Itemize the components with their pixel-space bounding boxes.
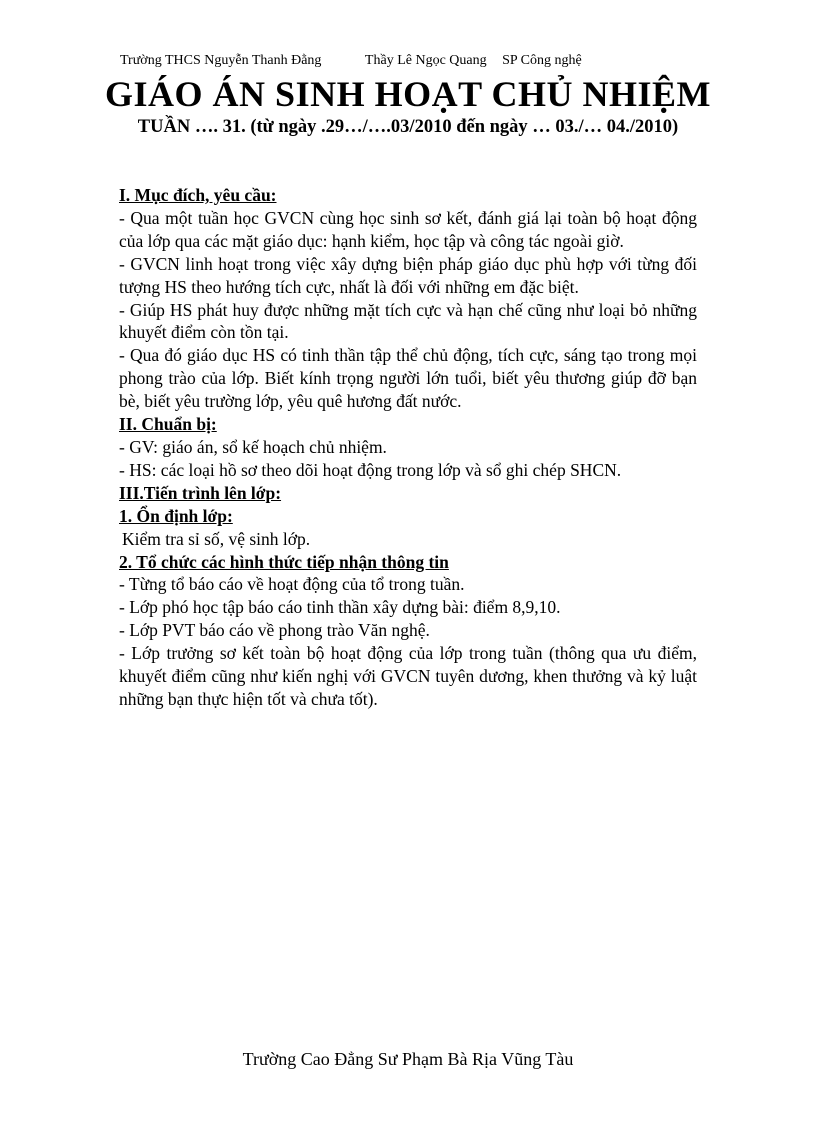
paragraph: - Qua đó giáo dục HS có tinh thần tập thể chủ động, tích cực, sáng tạo trong mọi phong trào của lớp. Biết kính trọng người lớn tuổi, biết yêu thương giúp đỡ bạn bè, biết yêu trường lớp, yêu quê hương đất nước.: [119, 345, 697, 412]
paragraph: - Từng tổ báo cáo về hoạt động của tổ trong tuần.: [119, 574, 465, 595]
teacher-name: Thầy Lê Ngọc Quang: [364, 53, 487, 68]
paragraph: - GVCN linh hoạt trong việc xây dựng biện pháp giáo dục phù hợp với từng đối tượng HS theo hướng tích cực, nhất là đối với những em đặc biệt.: [119, 253, 697, 297]
paragraph: - Lớp trưởng sơ kết toàn bộ hoạt động của lớp trong tuần (thông qua ưu điểm, khuyết điểm cũng như kiến nghị với GVCN tuyên dương, khen thưởng và kỷ luật những bạn thực hiện tốt và chưa tốt).: [119, 643, 697, 709]
subsection-heading: 2. Tổ chức các hình thức tiếp nhận thông tin: [119, 551, 449, 572]
paragraph: - Lớp PVT báo cáo về phong trào Văn nghệ.: [119, 620, 430, 641]
page-footer: Trường Cao Đẳng Sư Phạm Bà Rịa Vũng Tàu: [242, 1049, 574, 1069]
paragraph: - Giúp HS phát huy được những mặt tích cực và hạn chế cũng như loại bỏ những khuyết điểm còn tồn tại.: [119, 299, 697, 343]
paragraph: - GV: giáo án, sổ kế hoạch chủ nhiệm.: [119, 436, 387, 457]
section-heading: II. Chuẩn bị:: [119, 414, 217, 435]
page-header: [120, 53, 720, 69]
section-heading: I. Mục đích, yêu cầu:: [119, 185, 277, 205]
paragraph: - Qua một tuần học GVCN cùng học sinh sơ kết, đánh giá lại toàn bộ hoạt động của lớp qua các mặt giáo dục: hạnh kiểm, học tập và công tác ngoài giờ.: [119, 207, 697, 251]
week-line: TUẦN …. 31. (từ ngày .29…/….03/2010 đến ngày … 03./… 04./2010): [137, 117, 679, 137]
paragraph: - Lớp phó học tập báo cáo tinh thần xây dựng bài: điểm 8,9,10.: [119, 597, 561, 618]
section-heading: III.Tiến trình lên lớp:: [119, 482, 282, 503]
subject-name: SP Công nghệ: [502, 53, 582, 68]
document-title: GIÁO ÁN SINH HOẠT CHỦ NHIỆM: [105, 74, 711, 114]
subsection-heading: 1. Ổn định lớp:: [119, 505, 233, 526]
paragraph: - HS: các loại hồ sơ theo dõi hoạt động trong lớp và sổ ghi chép SHCN.: [119, 459, 622, 480]
document-body: [119, 184, 697, 711]
school-name: Trường THCS Nguyễn Thanh Đằng: [120, 53, 322, 68]
paragraph: Kiểm tra sỉ số, vệ sinh lớp.: [122, 528, 311, 549]
